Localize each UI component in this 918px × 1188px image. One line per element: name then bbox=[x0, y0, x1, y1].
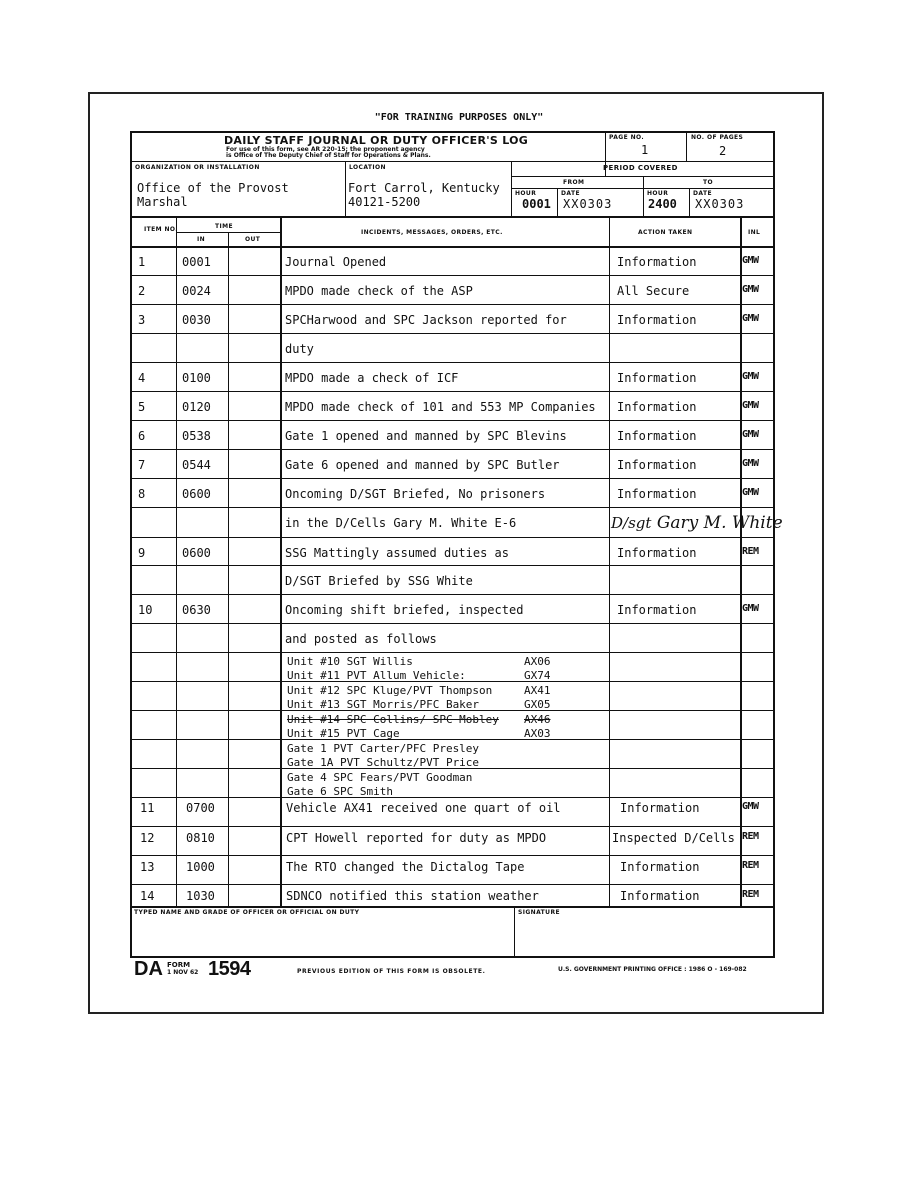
posting-assignment: Unit #10 SGT Willis bbox=[287, 655, 413, 668]
row-time-in: 0024 bbox=[182, 284, 211, 298]
col-action: ACTION TAKEN bbox=[638, 229, 693, 236]
row-time-in: 0120 bbox=[182, 400, 211, 414]
to-date-value: XX0303 bbox=[695, 197, 745, 211]
col-inl: INL bbox=[748, 229, 761, 236]
row-action: Information bbox=[617, 429, 697, 443]
row-initials: REM bbox=[742, 889, 759, 900]
row-initials: GMW bbox=[742, 603, 759, 614]
row-action: Information bbox=[617, 255, 697, 269]
row-initials: GMW bbox=[742, 400, 759, 411]
row-incident: Journal Opened bbox=[285, 255, 387, 269]
from-label: FROM bbox=[563, 179, 585, 186]
row-incident: and posted as follows bbox=[285, 632, 437, 646]
posting-assignment: Gate 1 PVT Carter/PFC Presley bbox=[287, 742, 480, 755]
row-item-no: 2 bbox=[138, 284, 146, 298]
row-time-in: 0600 bbox=[182, 487, 211, 501]
posting-assignment: Unit #13 SGT Morris/PFC Baker bbox=[287, 698, 480, 711]
to-hour-label: HOUR bbox=[647, 190, 669, 197]
row-incident: Gate 6 opened and manned by SPC Butler bbox=[285, 458, 560, 472]
row-incident: MPDO made check of 101 and 553 MP Companies bbox=[285, 400, 596, 414]
to-label: TO bbox=[703, 179, 713, 186]
footer-da: DA bbox=[134, 958, 163, 980]
row-action: Information bbox=[620, 860, 700, 874]
row-incident: Gate 1 opened and manned by SPC Blevins bbox=[285, 429, 567, 443]
col-time: TIME bbox=[215, 223, 233, 230]
row-incident: Oncoming shift briefed, inspected bbox=[285, 603, 524, 617]
row-incident: SPCHarwood and SPC Jackson reported for bbox=[285, 313, 567, 327]
row-item-no: 9 bbox=[138, 546, 146, 560]
posting-assignment: Gate 1A PVT Schultz/PVT Price bbox=[287, 756, 480, 769]
row-time-in: 1000 bbox=[186, 860, 215, 874]
posting-assignment: Gate 4 SPC Fears/PVT Goodman bbox=[287, 771, 473, 784]
row-action: Inspected D/Cells bbox=[612, 831, 735, 845]
row-time-in: 0030 bbox=[182, 313, 211, 327]
posting-assignment: Unit #11 PVT Allum Vehicle: bbox=[287, 669, 466, 682]
row-incident: duty bbox=[285, 342, 314, 356]
org-value-1: Office of the Provost bbox=[137, 181, 289, 195]
org-label: ORGANIZATION OR INSTALLATION bbox=[135, 164, 260, 171]
row-item-no: 8 bbox=[138, 487, 146, 501]
row-time-in: 0810 bbox=[186, 831, 215, 845]
location-label: LOCATION bbox=[349, 164, 386, 171]
posting-assignment: Unit #12 SPC Kluge/PVT Thompson bbox=[287, 684, 493, 697]
footer-form-date: 1 NOV 62 bbox=[167, 969, 199, 976]
row-time-in: 0544 bbox=[182, 458, 211, 472]
row-item-no: 4 bbox=[138, 371, 146, 385]
row-incident: D/SGT Briefed by SSG White bbox=[285, 574, 473, 588]
posting-vehicle: AX46 bbox=[524, 713, 551, 726]
row-action: Information bbox=[617, 313, 697, 327]
row-initials: GMW bbox=[742, 429, 759, 440]
to-date-label: DATE bbox=[693, 190, 712, 197]
location-value-1: Fort Carrol, Kentucky bbox=[348, 181, 500, 195]
row-time-in: 0538 bbox=[182, 429, 211, 443]
from-hour-value: 0001 bbox=[522, 197, 551, 211]
training-banner: "FOR TRAINING PURPOSES ONLY" bbox=[374, 112, 544, 123]
row-incident: Oncoming D/SGT Briefed, No prisoners bbox=[285, 487, 546, 501]
no-of-pages-value: 2 bbox=[719, 144, 727, 158]
posting-vehicle: AX06 bbox=[524, 655, 551, 668]
row-action: Information bbox=[617, 487, 697, 501]
no-of-pages-label: NO. OF PAGES bbox=[691, 134, 744, 141]
row-incident: SSG Mattingly assumed duties as bbox=[285, 546, 509, 560]
row-item-no: 1 bbox=[138, 255, 146, 269]
footer-gpo: U.S. GOVERNMENT PRINTING OFFICE : 1986 O - 169-082 bbox=[558, 966, 747, 973]
handwritten-signature: D/sgt Gary M. White bbox=[611, 513, 783, 533]
form-subtitle-1: For use of this form, see AR 220-15; the proponent agency bbox=[226, 146, 425, 153]
row-action: Information bbox=[620, 801, 700, 815]
row-incident: SDNCO notified this station weather bbox=[286, 889, 539, 903]
row-action: Information bbox=[617, 371, 697, 385]
row-action: Information bbox=[617, 458, 697, 472]
posting-vehicle: AX41 bbox=[524, 684, 551, 697]
row-item-no: 12 bbox=[140, 831, 155, 845]
row-item-no: 5 bbox=[138, 400, 146, 414]
row-initials: REM bbox=[742, 860, 759, 871]
row-initials: GMW bbox=[742, 313, 759, 324]
period-covered-label: PERIOD COVERED bbox=[603, 164, 678, 172]
row-item-no: 3 bbox=[138, 313, 146, 327]
row-initials: GMW bbox=[742, 284, 759, 295]
row-initials: GMW bbox=[742, 255, 759, 266]
from-date-value: XX0303 bbox=[563, 197, 613, 211]
footer-previous-edition: PREVIOUS EDITION OF THIS FORM IS OBSOLETE. bbox=[297, 968, 486, 975]
location-value-2: 40121-5200 bbox=[348, 195, 421, 209]
page-no-label: PAGE NO. bbox=[609, 134, 645, 141]
row-action: All Secure bbox=[617, 284, 690, 298]
form-title: DAILY STAFF JOURNAL OR DUTY OFFICER'S LOG bbox=[224, 134, 529, 147]
row-incident: in the D/Cells Gary M. White E-6 bbox=[285, 516, 517, 530]
posting-vehicle: GX74 bbox=[524, 669, 551, 682]
signature-label: SIGNATURE bbox=[518, 909, 560, 916]
row-initials: REM bbox=[742, 831, 759, 842]
row-time-in: 0100 bbox=[182, 371, 211, 385]
row-time-in: 1030 bbox=[186, 889, 215, 903]
row-item-no: 11 bbox=[140, 801, 155, 815]
col-time-out: OUT bbox=[245, 236, 261, 243]
row-action: Information bbox=[620, 889, 700, 903]
row-item-no: 7 bbox=[138, 458, 146, 472]
row-incident: CPT Howell reported for duty as MPDO bbox=[286, 831, 547, 845]
posting-vehicle: GX05 bbox=[524, 698, 551, 711]
row-time-in: 0700 bbox=[186, 801, 215, 815]
footer-form-number: 1594 bbox=[208, 958, 251, 980]
row-initials: GMW bbox=[742, 458, 759, 469]
row-incident: Vehicle AX41 received one quart of oil bbox=[286, 801, 561, 815]
from-hour-label: HOUR bbox=[515, 190, 537, 197]
form-subtitle-2: is Office of The Deputy Chief of Staff for Operations & Plans. bbox=[226, 152, 431, 159]
posting-assignment: Unit #15 PVT Cage bbox=[287, 727, 400, 740]
posting-vehicle: AX03 bbox=[524, 727, 551, 740]
posting-assignment: Unit #14 SPC Collins/ SPC Mobley bbox=[287, 713, 499, 726]
from-date-label: DATE bbox=[561, 190, 580, 197]
page-no-value: 1 bbox=[641, 143, 649, 157]
row-incident: MPDO made check of the ASP bbox=[285, 284, 473, 298]
col-time-in: IN bbox=[197, 236, 206, 243]
row-item-no: 14 bbox=[140, 889, 155, 903]
footer-form-label: FORM bbox=[167, 961, 191, 969]
row-action: Information bbox=[617, 546, 697, 560]
row-incident: The RTO changed the Dictalog Tape bbox=[286, 860, 525, 874]
row-incident: MPDO made a check of ICF bbox=[285, 371, 459, 385]
to-hour-value: 2400 bbox=[648, 197, 677, 211]
row-action: Information bbox=[617, 603, 697, 617]
row-time-in: 0001 bbox=[182, 255, 211, 269]
col-incidents: INCIDENTS, MESSAGES, ORDERS, ETC. bbox=[361, 229, 503, 236]
posting-assignment: Gate 6 SPC Smith bbox=[287, 785, 393, 798]
row-initials: REM bbox=[742, 546, 759, 557]
row-initials: GMW bbox=[742, 487, 759, 498]
row-time-in: 0630 bbox=[182, 603, 211, 617]
org-value-2: Marshal bbox=[137, 195, 188, 209]
row-item-no: 6 bbox=[138, 429, 146, 443]
row-item-no: 10 bbox=[138, 603, 153, 617]
row-item-no: 13 bbox=[140, 860, 155, 874]
row-time-in: 0600 bbox=[182, 546, 211, 560]
col-item-no: ITEM NO. bbox=[144, 226, 178, 233]
typed-name-label: TYPED NAME AND GRADE OF OFFICER OR OFFICIAL ON DUTY bbox=[134, 909, 360, 916]
row-initials: GMW bbox=[742, 371, 759, 382]
row-action: Information bbox=[617, 400, 697, 414]
row-initials: GMW bbox=[742, 801, 759, 812]
